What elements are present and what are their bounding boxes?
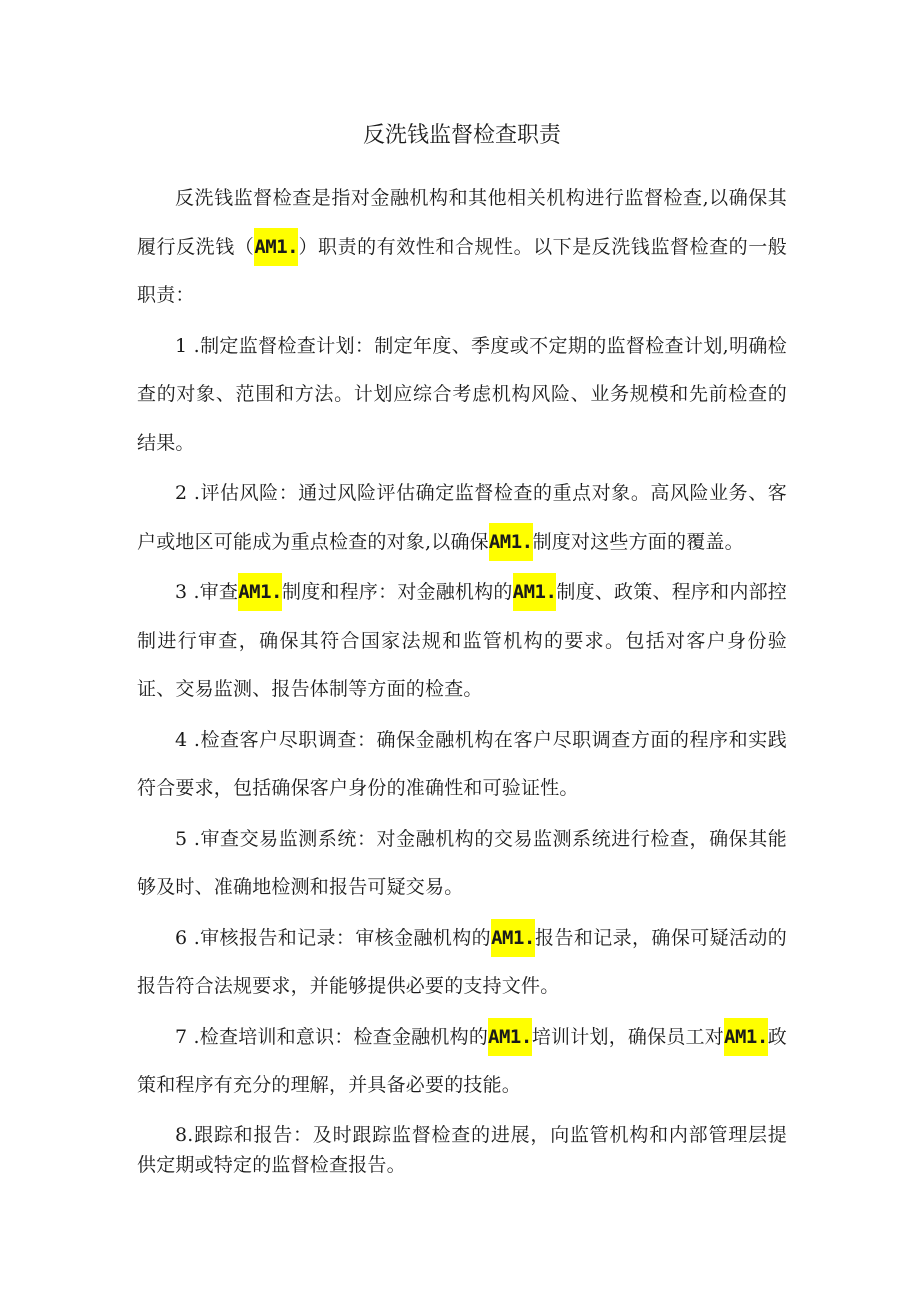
paragraph [137, 716, 787, 813]
highlighted-term: AM1. [254, 228, 298, 266]
paragraph-text: 3 .审查 [175, 581, 239, 603]
paragraph-text: 培训计划，确保员工对 [531, 1025, 724, 1048]
paragraph [137, 174, 787, 320]
document-body [137, 174, 787, 1180]
paragraph-text: 4 .检查客户尽职调查：确保金融机构在客户尽职调查方面的程序和实践符合要求，包括确保客户身份的准确性和可验证性。 [137, 728, 787, 799]
paragraph-text: 政策和程序有充分的理解，并具备必要的技能。 [137, 1025, 787, 1096]
paragraph [137, 914, 787, 1011]
paragraph-text: 1 .制定监督检查计划：制定年度、季度或不定期的监督检查计划,明确检查的对象、范围和方法。计划应综合考虑机构风险、业务规模和先前检查的结果。 [137, 334, 787, 454]
paragraph-text: 反洗钱监督检查是指对金融机构和其他相关机构进行监督检查,以确保其履行反洗钱（ [137, 187, 787, 258]
paragraph-text: 7 .检查培训和意识：检查金融机构的 [175, 1025, 489, 1048]
highlighted-term: AM1. [488, 1018, 532, 1056]
paragraph-text: ）职责的有效性和合规性。以下是反洗钱监督检查的一般职责： [137, 235, 787, 306]
highlighted-term: AM1. [491, 919, 535, 957]
paragraph-text: 8.跟踪和报告：及时跟踪监督检查的进展，向监管机构和内部管理层提供定期或特定的监督检查报告。 [137, 1123, 787, 1176]
paragraph [137, 322, 787, 468]
paragraph [137, 469, 787, 566]
paragraph-text: 6 .审核报告和记录：审核金融机构的 [175, 926, 492, 949]
highlighted-term: AM1. [513, 573, 557, 611]
paragraph-text: 制度、政策、程序和内部控制进行审查，确保其符合国家法规和监管机构的要求。包括对客户身份验证、交易监测、报告体制等方面的检查。 [137, 581, 787, 700]
paragraph-text: 5 .审查交易监测系统：对金融机构的交易监测系统进行检查，确保其能够及时、准确地检测和报告可疑交易。 [137, 827, 787, 898]
paragraph [137, 1120, 787, 1180]
highlighted-term: AM1. [238, 573, 282, 611]
paragraph-text: 制度和程序：对金融机构的 [282, 581, 513, 603]
paragraph [137, 815, 787, 912]
document-page [137, 112, 787, 1182]
paragraph [137, 568, 787, 714]
document-title: 反洗钱监督检查职责 [362, 123, 561, 148]
paragraph [137, 1013, 787, 1110]
highlighted-term: AM1. [724, 1018, 768, 1056]
paragraph-text: 报告和记录，确保可疑活动的报告符合法规要求，并能够提供必要的支持文件。 [137, 926, 787, 997]
paragraph-text: 2 .评估风险：通过风险评估确定监督检查的重点对象。高风险业务、客户或地区可能成为重点检查的对象,以确保 [137, 482, 787, 553]
paragraph-text: 制度对这些方面的覆盖。 [532, 530, 744, 553]
highlighted-term: AM1. [489, 523, 533, 561]
